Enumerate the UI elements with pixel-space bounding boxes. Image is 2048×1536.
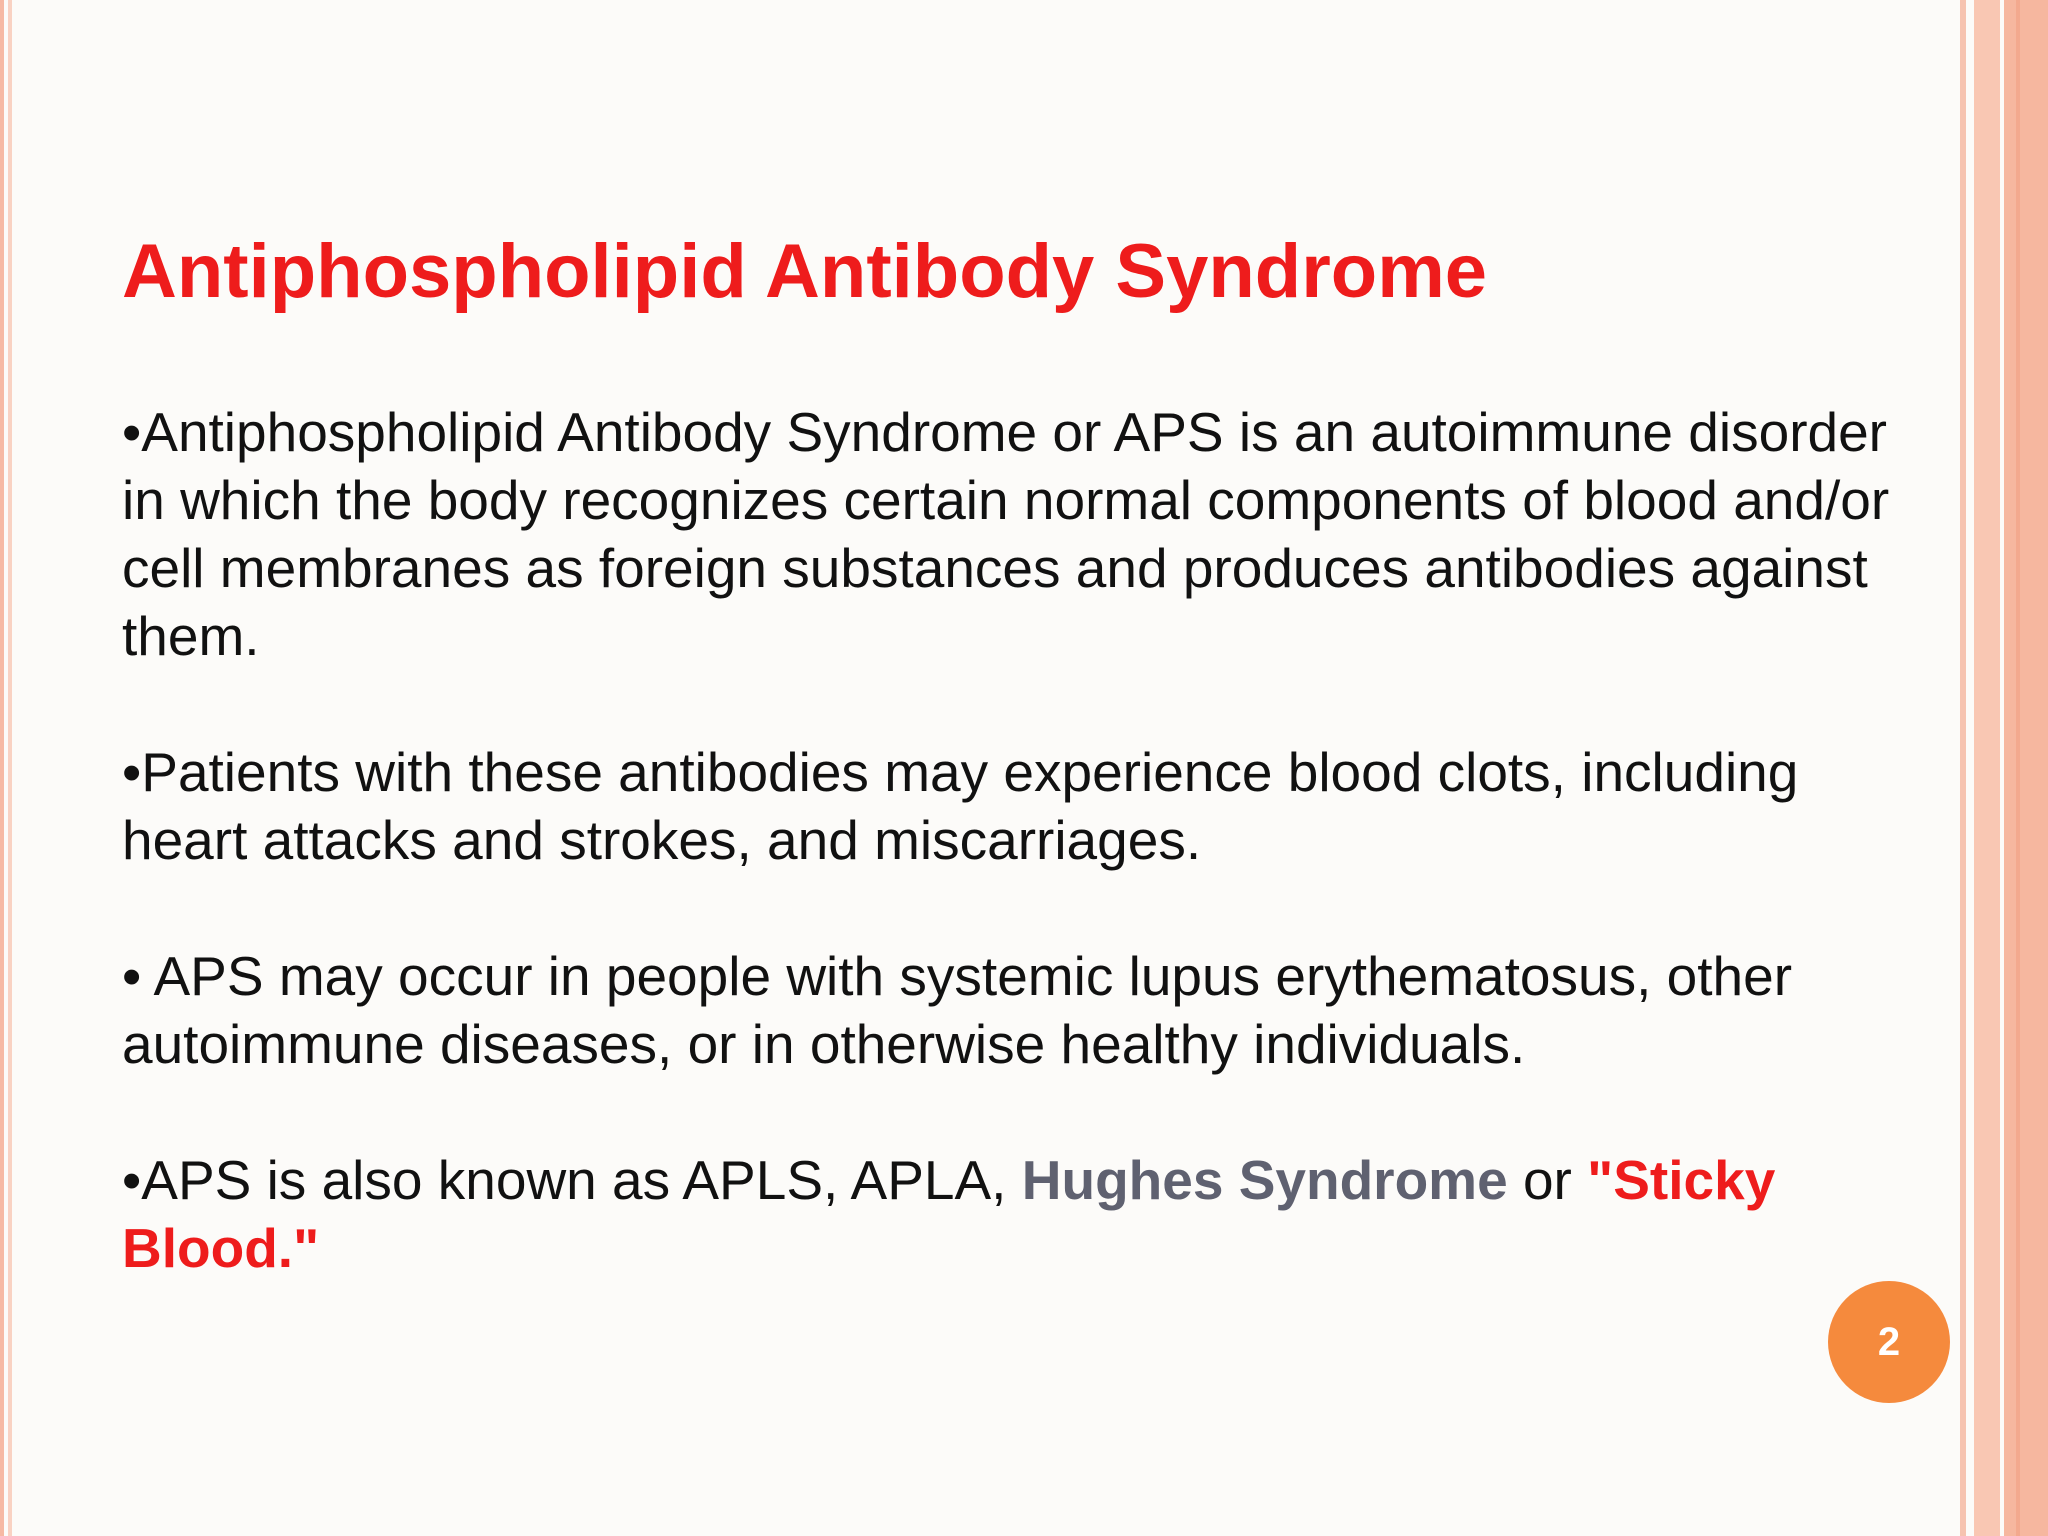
bullet-paragraph: •Antiphospholipid Antibody Syndrome or APS is an autoimmune disorder in which the body recognizes certain normal components of blood and/or cell membranes as foreign substances and produces antibodies against them. (122, 401, 1890, 667)
right-border-stripe (2016, 0, 2020, 1536)
page-number: 2 (1877, 1319, 1901, 1364)
aliases-prefix: •APS is also known as APLS, APLA, (122, 1149, 1022, 1211)
right-border-stripe (2004, 0, 2048, 1536)
right-border-stripe (1974, 0, 2000, 1536)
slide-body (122, 398, 1922, 1350)
bullet-paragraph: •Patients with these antibodies may experience blood clots, including heart attacks and strokes, and miscarriages. (122, 741, 1799, 871)
aliases-connector: or (1507, 1149, 1588, 1211)
left-border-stripe (0, 0, 4, 1536)
bullet-paragraph: • APS may occur in people with systemic lupus erythematosus, other autoimmune diseases, or in otherwise healthy individuals. (122, 945, 1793, 1075)
bullet-paragraph-aliases (122, 1146, 1922, 1282)
slide-title: Antiphospholipid Antibody Syndrome (122, 229, 1488, 314)
left-border-stripe (8, 0, 12, 1536)
page-number-badge (1828, 1281, 1950, 1403)
alias-hughes-syndrome: Hughes Syndrome (1021, 1149, 1508, 1211)
right-border-stripe (1960, 0, 1966, 1536)
alias-sticky-blood: "Sticky Blood." (122, 1149, 1776, 1279)
